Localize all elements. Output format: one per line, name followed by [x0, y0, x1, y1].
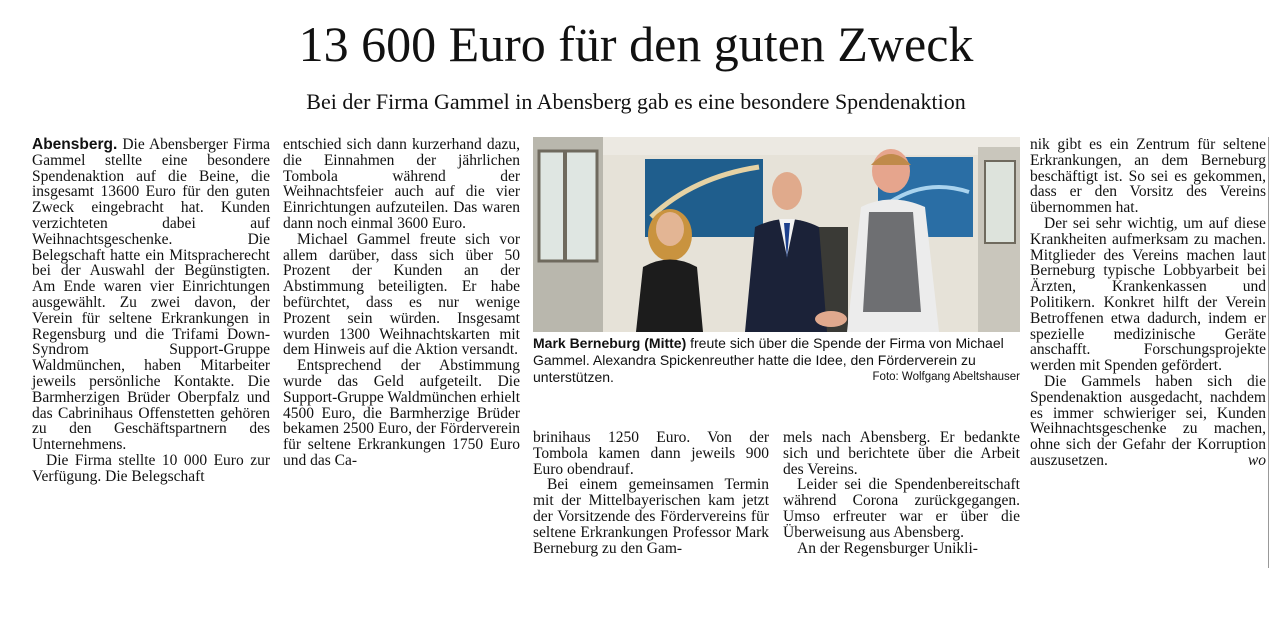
paragraph: Entsprechend der Abstimmung wurde das Geld aufgeteilt. Die Support-Gruppe Waldmünchen erhielt 4500 Euro, die Barmherzige Brüder bekamen 2500 Euro, der Förderverein für seltene Erkrankungen 1750 Euro und das Ca-	[283, 357, 520, 469]
article-photo	[533, 137, 1020, 332]
article-column-5	[1030, 137, 1266, 469]
caption-text: freute sich über die Spende der Firma von Michael Gammel. Alexandra Spickenreuther hatte die Idee, den Förderverein zu unterstützen.	[533, 335, 1004, 385]
headline: 13 600 Euro für den guten Zweck	[298, 16, 974, 72]
dateline: Abensberg.	[32, 136, 118, 153]
paragraph: Die Firma stellte 10 000 Euro zur Verfügung. Die Belegschaft	[32, 451, 270, 485]
paragraph: An der Regensburger Unikli-	[797, 539, 978, 557]
paragraph: Der sei sehr wichtig, um auf diese Krankheiten aufmerksam zu machen. Mitglieder des Vereins machen laut Berneburg typische Lobbyarbeit bei Ärzten, Krankenkassen und Politikern. Konkret hilft der Verein Betroffenen etwa dadurch, indem er spezielle medizinische Geräte anschafft. Forschungsprojekte werden mit Spenden gefördert.	[1030, 214, 1266, 375]
photo-caption	[533, 335, 1020, 386]
paragraph: Leider sei die Spendenbereitschaft während Corona zurückgegangen. Umso erfreuter war er über die Überweisung aus Abensberg.	[783, 476, 1020, 541]
paragraph-text: Die Gammels haben sich die Spendenaktion ausgedacht, nachdem es immer schwieriger sei, Kunden Weihnachtsgeschenke zu machen, ohne sich der Gefahr der Korruption auszusetzen.	[1030, 372, 1266, 469]
article-column-2	[283, 137, 520, 469]
paragraph: mels nach Abensberg. Er bedankte sich und berichtete über die Arbeit des Vereins.	[783, 429, 1020, 478]
article-column-3	[533, 430, 769, 556]
article-column-4	[783, 430, 1020, 556]
article-column-1	[32, 137, 270, 485]
paragraph	[32, 137, 270, 453]
caption-bold: Mark Berneburg (Mitte)	[533, 335, 687, 351]
author-signature: wo	[1247, 451, 1266, 469]
photo-illustration	[533, 137, 1020, 332]
column-rule	[1268, 137, 1269, 568]
paragraph-text: Die Abensberger Firma Gammel stellte eine besondere Spendenaktion auf die Beine, die insgesamt 13600 Euro für den guten Zweck eingebracht hat. Kunden verzichteten dabei auf Weihnachtsgeschenke. Die Belegschaft hatte ein Mitspracherecht bei der Auswahl der Begünstigten. Am Ende waren vier Einrichtungen ausgewählt. Zu zwei davon, der Verein für seltene Erkrankungen in Regensburg und die Trifami Down-Syndrom Support-Gruppe Waldmünchen, haben Mitarbeiter jeweils persönliche Kontakte. Die Barmherzigen Brüder Oberpfalz und das Cabrinihaus Offenstetten gehören zu den Geschäftspartnern des Unternehmens.	[32, 136, 270, 454]
paragraph: nik gibt es ein Zentrum für seltene Erkrankungen, an dem Berneburg beschäftigt ist. So sei es gekommen, dass er den Vorsitz des Vereins übernommen hat.	[1030, 136, 1266, 217]
photo-credit: Foto: Wolfgang Abeltshauser	[872, 371, 1020, 383]
subheadline: Bei der Firma Gammel in Abensberg gab es eine besondere Spendenaktion	[306, 89, 966, 114]
paragraph: Michael Gammel freute sich vor allem darüber, dass sich über 50 Prozent der Kunden an der Abstimmung beteiligten. Er habe befürchtet, dass es nur wenige Prozent sein würden. Insgesamt wurden 1300 Weihnachtskarten mit dem Hinweis auf die Aktion versandt.	[283, 230, 520, 359]
paragraph: Bei einem gemeinsamen Termin mit der Mittelbayerischen kam jetzt der Vorsitzende des Fördervereins für seltene Erkrankungen Professor Mark Berneburg zu den Gam-	[533, 476, 769, 557]
paragraph	[1030, 374, 1266, 469]
paragraph: entschied sich dann kurzerhand dazu, die Einnahmen der jährlichen Tombola während der Weihnachtsfeier auch auf die vier Einrichtungen aufzuteilen. Das waren dann noch einmal 3600 Euro.	[283, 136, 520, 232]
paragraph: brinihaus 1250 Euro. Von der Tombola kamen dann jeweils 900 Euro obendrauf.	[533, 429, 769, 478]
